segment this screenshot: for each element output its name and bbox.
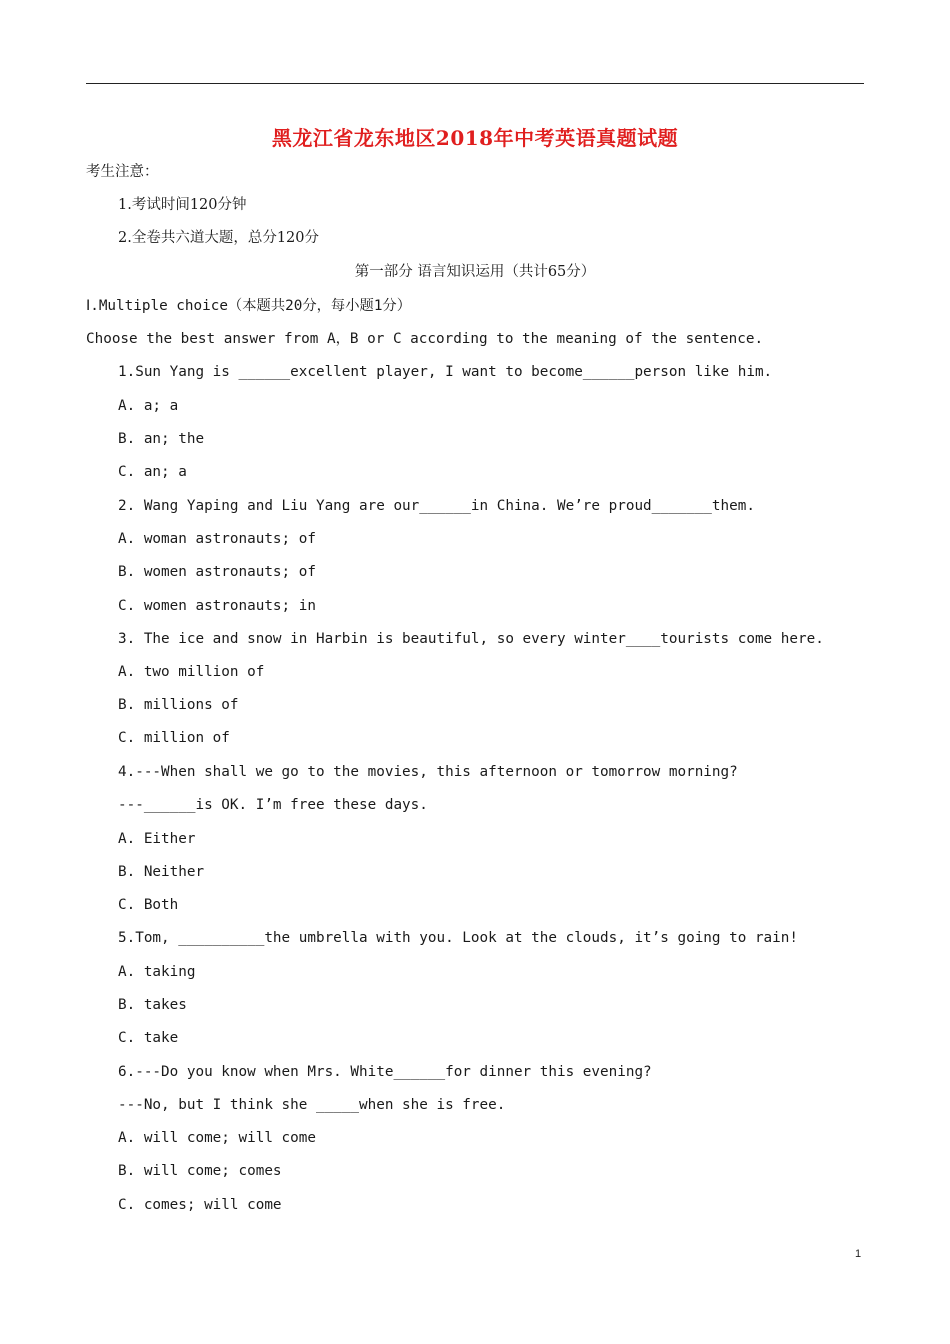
section-instruction: Choose the best answer from A，B or C according to the meaning of the sentence. (86, 331, 764, 347)
question-stem: 3. The ice and snow in Harbin is beautiful, so every winter____tourists come here. (118, 631, 824, 647)
question-stem: ---______is OK. I’m free these days. (118, 797, 428, 813)
page-number: 1 (855, 1248, 862, 1260)
answer-option: C. million of (118, 730, 230, 746)
question-stem: ---No, but I think she _____when she is free. (118, 1097, 506, 1113)
answer-option: B. an; the (118, 431, 205, 447)
notice-item: 1.考试时间120分钟 (118, 197, 247, 213)
answer-option: B. Neither (118, 864, 205, 880)
answer-option: A. woman astronauts; of (118, 531, 316, 547)
question-stem: 1.Sun Yang is ______excellent player, I want to become______person like him. (118, 364, 773, 380)
answer-option: A. will come; will come (118, 1130, 316, 1146)
notice-item: 2.全卷共六道大题，总分120分 (118, 230, 320, 246)
part-heading: 第一部分 语言知识运用（共计65分） (354, 264, 596, 280)
answer-option: C. an; a (118, 464, 187, 480)
question-stem: 6.---Do you know when Mrs. White______for dinner this evening? (118, 1064, 652, 1080)
answer-option: C. comes; will come (118, 1197, 282, 1213)
answer-option: A. two million of (118, 664, 265, 680)
answer-option: B. millions of (118, 697, 239, 713)
header-rule (86, 83, 864, 84)
answer-option: C. Both (118, 897, 179, 913)
answer-option: B. women astronauts; of (118, 564, 316, 580)
answer-option: A. a; a (118, 398, 179, 414)
question-stem: 5.Tom, __________the umbrella with you. Look at the clouds, it’s going to rain! (118, 930, 798, 946)
answer-option: B. takes (118, 997, 187, 1013)
document-title: 黑龙江省龙东地区2018年中考英语真题试题 (271, 126, 679, 150)
question-stem: 4.---When shall we go to the movies, this afternoon or tomorrow morning? (118, 764, 738, 780)
answer-option: B. will come; comes (118, 1163, 282, 1179)
question-stem: 2. Wang Yaping and Liu Yang are our______in China. We’re proud_______them. (118, 498, 755, 514)
notice-heading: 考生注意： (86, 164, 159, 180)
answer-option: C. take (118, 1030, 179, 1046)
answer-option: A. taking (118, 964, 196, 980)
section-heading: Ⅰ.Multiple choice（本题共20分，每小题1分） (86, 298, 412, 314)
answer-option: C. women astronauts; in (118, 598, 316, 614)
answer-option: A. Either (118, 831, 196, 847)
